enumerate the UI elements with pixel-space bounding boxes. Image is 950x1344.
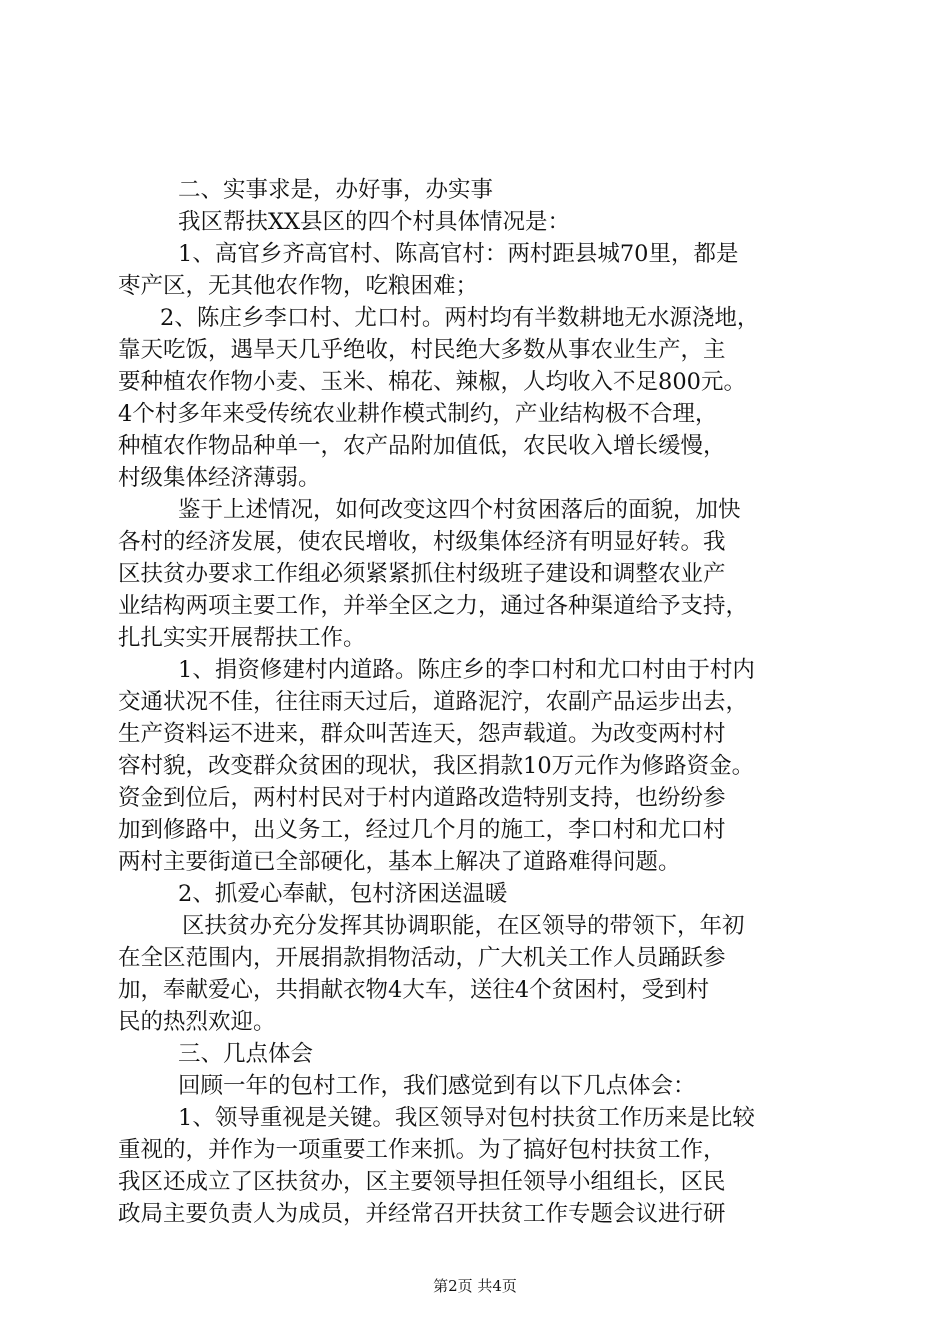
text-line: 我区帮扶XX县区的四个村具体情况是： xyxy=(178,209,571,235)
text-line: 容村貌，改变群众贫困的现状，我区捐款10万元作为修路资金。 xyxy=(118,753,755,779)
text-line: 民的热烈欢迎。 xyxy=(118,1009,276,1035)
page-number-footer: 第2页 共4页 xyxy=(433,1277,517,1295)
text-line: 生产资料运不进来，群众叫苦连天，怨声载道。为改变两村村 xyxy=(118,721,726,747)
text-line: 加到修路中，出义务工，经过几个月的施工，李口村和尤口村 xyxy=(118,817,726,843)
text-line: 扎扎实实开展帮扶工作。 xyxy=(118,625,366,651)
text-line: 种植农作物品种单一，农产品附加值低，农民收入增长缓慢， xyxy=(118,433,726,459)
text-line: 政局主要负责人为成员，并经常召开扶贫工作专题会议进行研 xyxy=(118,1201,726,1227)
text-line: 靠天吃饭，遇旱天几乎绝收，村民绝大多数从事农业生产，主 xyxy=(118,337,726,363)
text-line: 资金到位后，两村村民对于村内道路改造特别支持，也纷纷参 xyxy=(118,785,726,811)
text-line: 1、捐资修建村内道路。陈庄乡的李口村和尤口村由于村内 xyxy=(178,657,755,683)
text-line: 回顾一年的包村工作，我们感觉到有以下几点体会： xyxy=(178,1073,696,1099)
text-line: 三、几点体会 xyxy=(178,1041,314,1067)
text-line: 在全区范围内，开展捐款捐物活动，广大机关工作人员踊跃参 xyxy=(118,945,726,971)
text-line: 区扶贫办要求工作组必须紧紧抓住村级班子建设和调整农业产 xyxy=(118,561,726,587)
text-line: 1、领导重视是关键。我区领导对包村扶贫工作历来是比较 xyxy=(178,1105,755,1131)
text-line: 1、高官乡齐高官村、陈高官村：两村距县城70里，都是 xyxy=(178,241,739,267)
text-line: 2、陈庄乡李口村、尤口村。两村均有半数耕地无水源浇地， xyxy=(160,305,760,331)
text-line: 要种植农作物小麦、玉米、棉花、辣椒，人均收入不足800元。 xyxy=(118,369,746,395)
text-line: 加，奉献爱心，共捐献衣物4大车，送往4个贫困村，受到村 xyxy=(118,977,710,1003)
text-line: 我区还成立了区扶贫办，区主要领导担任领导小组组长，区民 xyxy=(118,1169,726,1195)
text-line: 鉴于上述情况，如何改变这四个村贫困落后的面貌，加快 xyxy=(178,497,741,523)
text-line: 业结构两项主要工作，并举全区之力，通过各种渠道给予支持， xyxy=(118,593,749,619)
text-line: 重视的，并作为一项重要工作来抓。为了搞好包村扶贫工作， xyxy=(118,1137,726,1163)
text-line: 4个村多年来受传统农业耕作模式制约，产业结构极不合理， xyxy=(118,401,718,427)
text-line: 区扶贫办充分发挥其协调职能，在区领导的带领下，年初 xyxy=(182,913,745,939)
text-line: 2、抓爱心奉献，包村济困送温暖 xyxy=(178,881,508,907)
text-line: 二、实事求是，办好事，办实事 xyxy=(178,177,494,203)
text-line: 两村主要街道已全部硬化，基本上解决了道路难得问题。 xyxy=(118,849,681,875)
text-line: 枣产区，无其他农作物，吃粮困难； xyxy=(118,273,479,299)
text-line: 交通状况不佳，往往雨天过后，道路泥泞，农副产品运步出去， xyxy=(118,689,749,715)
text-line: 村级集体经济薄弱。 xyxy=(118,465,321,491)
text-line: 各村的经济发展，使农民增收，村级集体经济有明显好转。我 xyxy=(118,529,726,555)
